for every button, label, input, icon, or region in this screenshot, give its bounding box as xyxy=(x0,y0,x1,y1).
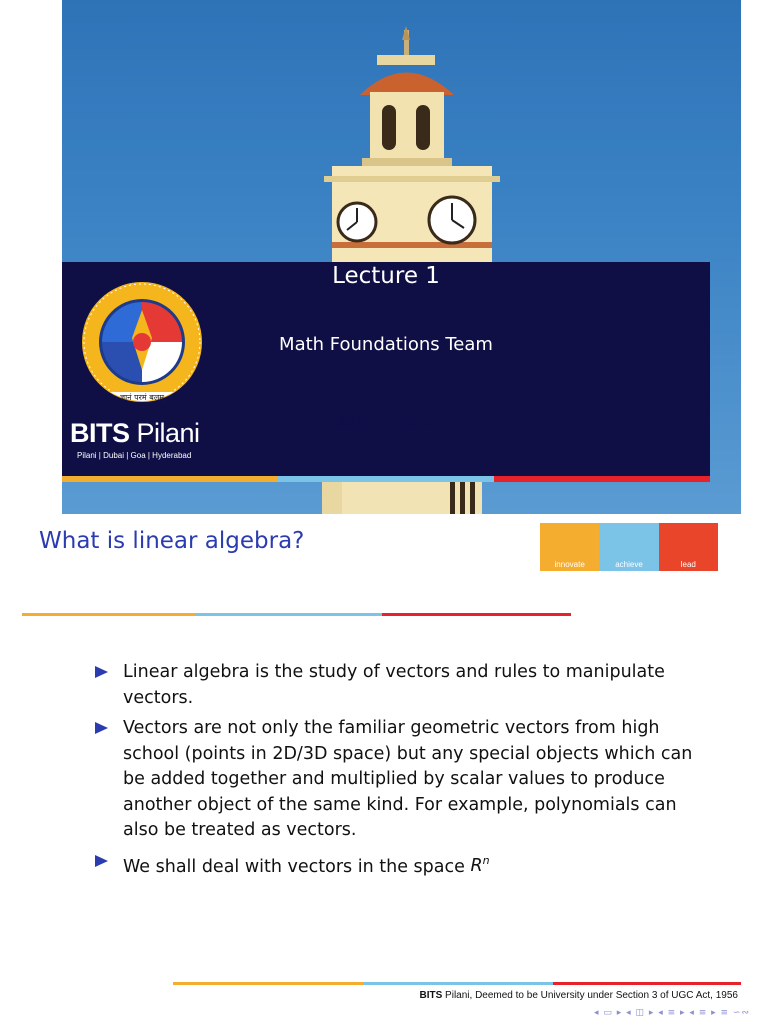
beamer-navigation-icons[interactable]: ◂ ▭ ▸ ◂ ◫ ▸ ◂ ≡ ▸ ◂ ≡ ▸ ≡ ∽∾ xyxy=(593,1008,750,1018)
bullet-arrow-icon xyxy=(95,722,108,734)
bullet-list xyxy=(95,660,715,885)
innovate-achieve-lead-logo xyxy=(540,523,718,571)
bullet-arrow-icon xyxy=(95,666,108,678)
footer-text: BITS Pilani, Deemed to be University under Section 3 of UGC Act, 1956 xyxy=(419,990,738,1001)
content-slide xyxy=(0,514,768,1024)
bits-emblem-logo xyxy=(80,280,204,410)
frame-title: What is linear algebra? xyxy=(39,528,305,554)
bullet-item: We shall deal with vectors in the space $R^n$ xyxy=(95,849,715,880)
title-underline xyxy=(22,613,571,616)
banner-color-stripes xyxy=(62,476,710,482)
logo-cell-innovate: innovate xyxy=(540,523,599,571)
lecture-date: July 26, 2025 xyxy=(335,412,437,431)
author-name: Math Foundations Team xyxy=(279,334,493,355)
logo-cell-achieve: achieve xyxy=(599,523,658,571)
brand-campuses: Pilani | Dubai | Goa | Hyderabad xyxy=(77,451,192,460)
brand-name: BITS Pilani xyxy=(70,418,200,448)
bullet-item: Vectors are not only the familiar geometric vectors from high school (points in 2D/3D space) but any special objects which can be added together and multiplied by scalar values to produce another object of the same kind. For example, polynomials can also be treated as vectors. xyxy=(95,716,715,844)
footer-rule xyxy=(173,982,741,985)
svg-text:ज्ञानं परमं बलम्: ज्ञानं परमं बलम् xyxy=(119,393,165,402)
lecture-title: Lecture 1 xyxy=(332,263,440,289)
logo-cell-lead: lead xyxy=(659,523,718,571)
bullet-item: Linear algebra is the study of vectors and rules to manipulate vectors. xyxy=(95,660,715,711)
space-symbol: $R^n$ xyxy=(470,854,490,877)
bullet-arrow-icon xyxy=(95,855,108,867)
